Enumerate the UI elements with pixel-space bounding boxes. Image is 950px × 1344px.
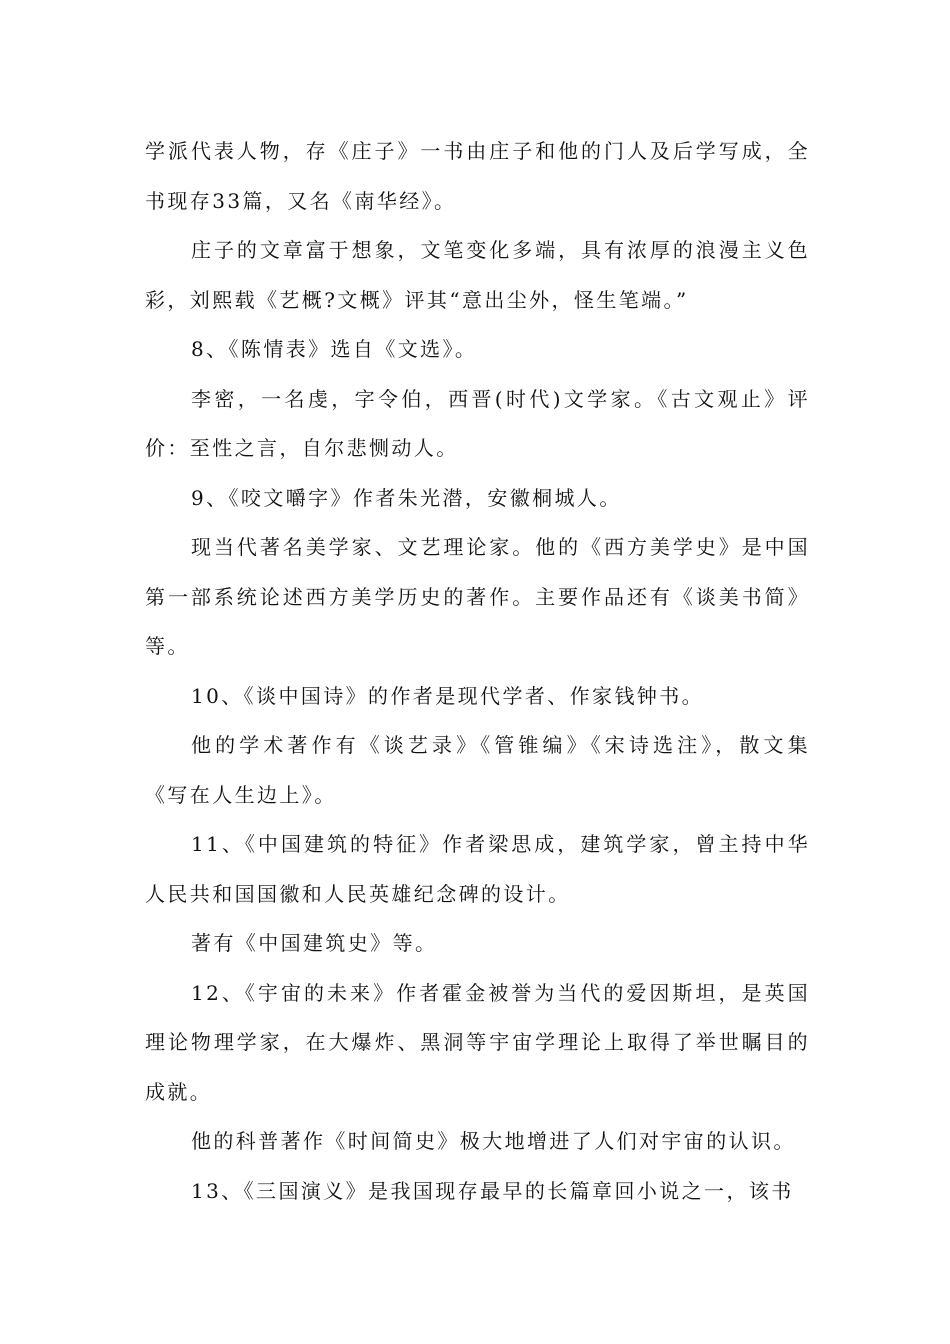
paragraph-item-13: 13、《三国演义》是我国现存最早的长篇章回小说之一，该书 xyxy=(191,1178,794,1203)
paragraph-item-11: 11、《中国建筑的特征》作者梁思成，建筑学家，曾主持中华人民共和国国徽和人民英雄纪念碑的设计。 xyxy=(145,832,810,906)
paragraph-zhu-guangqian: 现当代著名美学家、文艺理论家。他的《西方美学史》是中国第一部系统论述西方美学历史的著作。主要作品还有《谈美书简》等。 xyxy=(145,535,810,658)
paragraph-item-9: 9、《咬文嚼字》作者朱光潜，安徽桐城人。 xyxy=(191,485,622,510)
paragraph-hawking: 他的科普著作《时间简史》极大地增进了人们对宇宙的认识。 xyxy=(191,1129,796,1153)
paragraph-qian-zhongshu: 他的学术著作有《谈艺录》《管锥编》《宋诗选注》，散文集《写在人生边上》。 xyxy=(145,733,810,807)
paragraph-li-mi: 李密，一名虔，字令伯，西晋(时代)文学家。《古文观止》评价：至性之言，自尔悲恻动人。 xyxy=(145,386,810,460)
paragraph-item-12: 12、《宇宙的未来》作者霍金被誉为当代的爱因斯坦，是英国理论物理学家，在大爆炸、黑洞等宇宙学理论上取得了举世瞩目的成就。 xyxy=(145,980,810,1104)
paragraph-zhuangzi-school: 学派代表人物，存《庄子》一书由庄子和他的门人及后学写成，全书现存33篇，又名《南华经》。 xyxy=(145,139,810,213)
document-body xyxy=(145,127,810,1216)
paragraph-liang-sicheng: 著有《中国建筑史》等。 xyxy=(191,931,438,955)
paragraph-item-10: 10、《谈中国诗》的作者是现代学者、作家钱钟书。 xyxy=(191,683,705,708)
paragraph-zhuangzi-style: 庄子的文章富于想象，文笔变化多端，具有浓厚的浪漫主义色彩，刘熙载《艺概?文概》评其“意出尘外，怪生笔端。” xyxy=(145,238,810,312)
paragraph-item-8: 8、《陈情表》选自《文选》。 xyxy=(191,337,478,361)
